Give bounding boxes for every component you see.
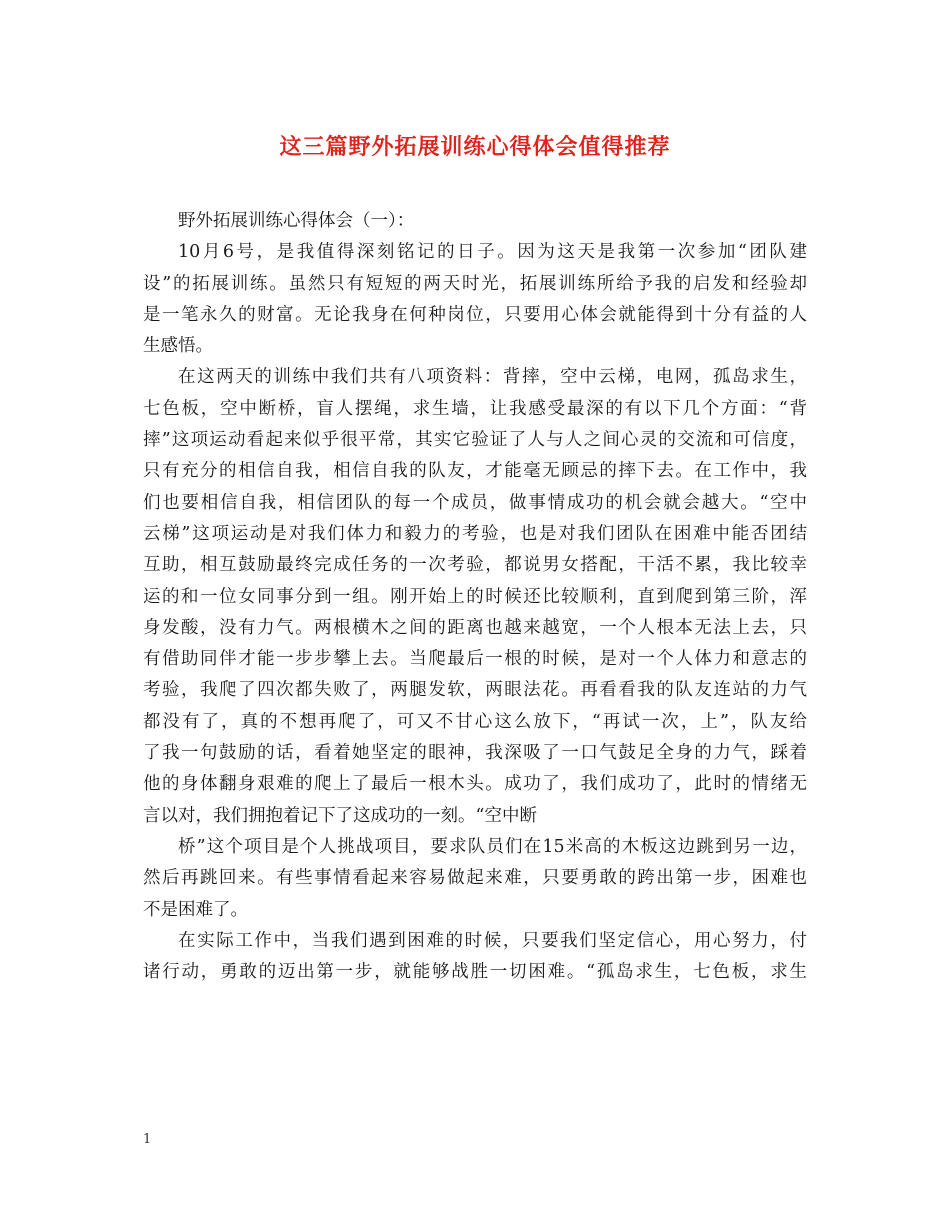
text-line: 在这两天的训练中我们共有八项资料：背摔，空中云梯，电网，孤岛求生， bbox=[178, 367, 807, 388]
text-line: 了我一句鼓励的话，看着她坚定的眼神，我深吸了一口气鼓足全身的力气，踩着 bbox=[143, 743, 807, 764]
text-line: 互助，相互鼓励最终完成任务的一次考验，都说男女搭配，干活不累，我比较幸 bbox=[143, 555, 807, 576]
document-title: 这三篇野外拓展训练心得体会值得推荐 bbox=[279, 135, 671, 160]
text-line: 桥”这个项目是个人挑战项目，要求队员们在15米高的木板这边跳到另一边， bbox=[178, 836, 807, 857]
text-line: 不是困难了。 bbox=[143, 899, 248, 920]
text-line: 诸行动，勇敢的迈出第一步，就能够战胜一切困难。“孤岛求生，七色板，求生 bbox=[143, 962, 807, 983]
text-line: 野外拓展训练心得体会（一）： bbox=[178, 211, 415, 231]
text-line: 有借助同伴才能一步步攀上去。当爬最后一根的时候，是对一个人体力和意志的 bbox=[143, 649, 807, 670]
text-line: 身发酸，没有力气。两根横木之间的距离也越来越宽，一个人根本无法上去，只 bbox=[143, 617, 807, 638]
text-line: 然后再跳回来。有些事情看起来容易做起来难，只要勇敢的跨出第一步，困难也 bbox=[143, 868, 807, 889]
text-line: 云梯”这项运动是对我们体力和毅力的考验，也是对我们团队在困难中能否团结 bbox=[143, 523, 807, 544]
text-line: 在实际工作中，当我们遇到困难的时候，只要我们坚定信心，用心努力，付 bbox=[178, 930, 807, 951]
text-line: 们也要相信自我，相信团队的每一个成员，做事情成功的机会就会越大。“空中 bbox=[143, 492, 807, 513]
text-line: 摔”这项运动看起来似乎很平常，其实它验证了人与人之间心灵的交流和可信度， bbox=[143, 430, 807, 451]
text-line: 言以对，我们拥抱着记下了这成功的一刻。“空中断 bbox=[143, 805, 537, 826]
text-line: 七色板，空中断桥，盲人摆绳，求生墙，让我感受最深的有以下几个方面：“背 bbox=[143, 398, 807, 419]
text-line: 只有充分的相信自我，相信自我的队友，才能毫无顾忌的摔下去。在工作中，我 bbox=[143, 461, 807, 482]
text-line: 运的和一位女同事分到一组。刚开始上的时候还比较顺利，直到爬到第三阶，浑 bbox=[143, 586, 807, 607]
text-line: 生感悟。 bbox=[143, 336, 213, 357]
page-number: 1 bbox=[143, 1132, 152, 1147]
text-line: 10月6号，是我值得深刻铭记的日子。因为这天是我第一次参加“团队建 bbox=[178, 242, 807, 263]
text-line: 都没有了，真的不想再爬了，可又不甘心这么放下，“再试一次，上”，队友给 bbox=[143, 711, 807, 732]
text-line: 考验，我爬了四次都失败了，两腿发软，两眼法花。再看看我的队友连站的力气 bbox=[143, 680, 807, 701]
text-line: 是一笔永久的财富。无论我身在何种岗位，只要用心体会就能得到十分有益的人 bbox=[143, 304, 807, 325]
text-line: 他的身体翻身艰难的爬上了最后一根木头。成功了，我们成功了，此时的情绪无 bbox=[143, 774, 807, 795]
document-body bbox=[143, 206, 807, 988]
text-line: 设”的拓展训练。虽然只有短短的两天时光，拓展训练所给予我的启发和经验却 bbox=[143, 273, 807, 294]
